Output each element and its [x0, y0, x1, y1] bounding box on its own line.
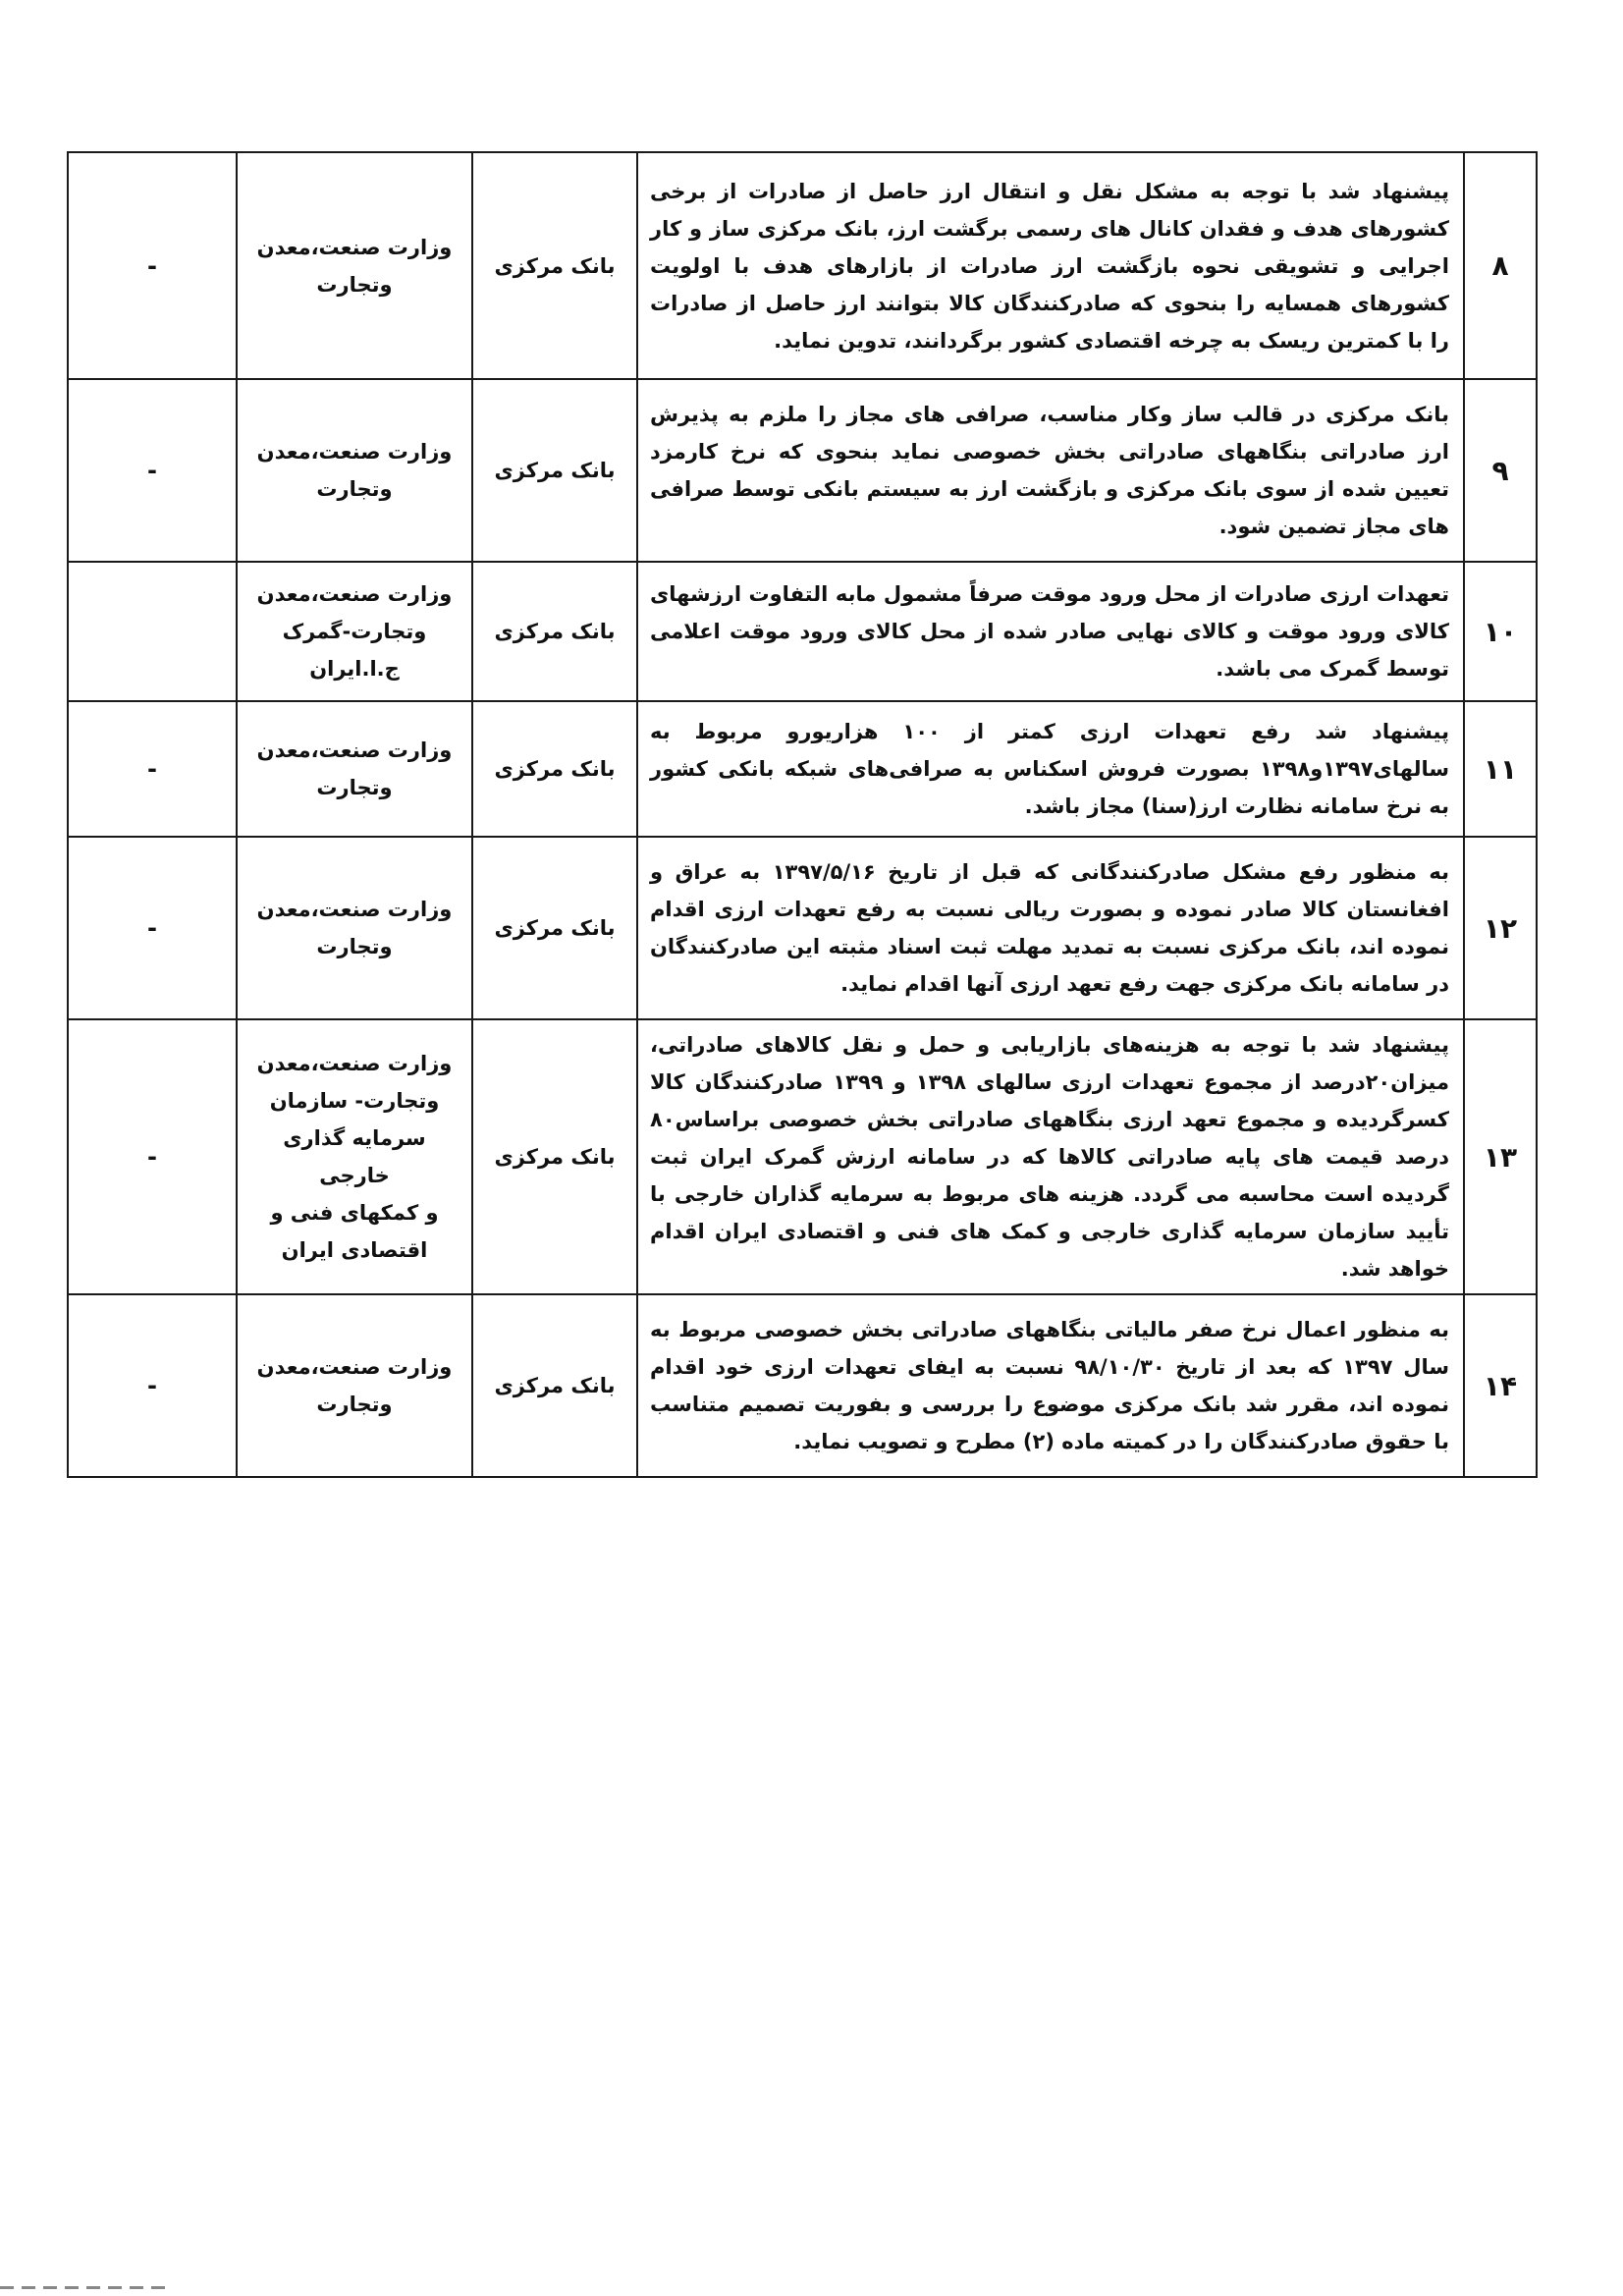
cooperating-line: وتجارت: [316, 1393, 393, 1416]
cooperating-line: وتجارت: [316, 776, 393, 799]
responsible-body: بانک مرکزی: [472, 701, 637, 837]
cooperating-line: وتجارت: [316, 477, 393, 501]
cooperating-line: وتجارت: [316, 935, 393, 958]
row-note: [68, 562, 237, 701]
cooperating-line: وزارت صنعت،معدن: [256, 738, 453, 762]
row-number: ۱۱: [1464, 701, 1537, 837]
cooperating-line: وزارت صنعت،معدن: [256, 898, 453, 921]
row-description: به منظور رفع مشکل صادرکنندگانی که قبل از تاریخ ۱۳۹۷/۵/۱۶ به عراق و افغانستان کالا صادر نموده و بصورت ریالی نسبت به رفع تعهدات ارزی اقدام نموده اند، بانک مرکزی نسبت به تمدید مهلت ثبت اسناد مثبته این صادرکنندگان در سامانه بانک مرکزی جهت رفع تعهد ارزی آنها اقدام نماید.: [637, 837, 1464, 1019]
row-note: -: [68, 152, 237, 379]
responsible-body: بانک مرکزی: [472, 562, 637, 701]
cooperating-line: وتجارت-گمرک: [282, 620, 427, 643]
table-row: [68, 701, 1537, 837]
row-number: ۱۲: [1464, 837, 1537, 1019]
row-description: بانک مرکزی در قالب ساز وکار مناسب، صرافی های مجاز را ملزم به پذیرش ارز صادراتی بنگاههای صادراتی بخش خصوصی نماید بنحوی که نرخ کارمزد تعیین شده از سوی بانک مرکزی و بازگشت ارز به سیستم بانکی توسط صرافی های مجاز تضمین شود.: [637, 379, 1464, 562]
row-description: به منظور اعمال نرخ صفر مالیاتی بنگاههای صادراتی بخش خصوصی مربوط به سال ۱۳۹۷ که بعد از تاریخ ۹۸/۱۰/۳۰ نسبت به ایفای تعهدات ارزی خود اقدام نموده اند، مقرر شد بانک مرکزی موضوع را بررسی و بفوریت تصمیم متناسب با حقوق صادرکنندگان را در کمیته ماده (۲) مطرح و تصویب نماید.: [637, 1294, 1464, 1477]
cooperating-line: وزارت صنعت،معدن: [256, 582, 453, 606]
row-note: -: [68, 379, 237, 562]
cooperating-bodies: [237, 701, 472, 837]
row-description: پیشنهاد شد رفع تعهدات ارزی کمتر از ۱۰۰ هزاریورو مربوط به سالهای۱۳۹۷و۱۳۹۸ بصورت فروش اسکناس به صرافی‌های شبکه بانکی کشور به نرخ سامانه نظارت ارز(سنا) مجاز باشد.: [637, 701, 1464, 837]
row-description: پیشنهاد شد با توجه به هزینه‌های بازاریابی و حمل و نقل کالاهای صادراتی، میزان۲۰درصد از مجموع تعهدات ارزی سالهای ۱۳۹۸ و ۱۳۹۹ صادرکنندگان کالا کسرگردیده و مجموع تعهد ارزی بنگاههای صادراتی بخش خصوصی براساس۸۰ درصد قیمت های پایه صادراتی کالاها که در سامانه ارزش گمرک ایران ثبت گردیده است محاسبه می گردد. هزینه های مربوط به سرمایه گذاران خارجی با تأیید سازمان سرمایه گذاری خارجی و کمک های فنی و اقتصادی ایران اقدام خواهد شد.: [637, 1019, 1464, 1294]
cooperating-bodies: [237, 837, 472, 1019]
row-number: ۹: [1464, 379, 1537, 562]
responsible-body: بانک مرکزی: [472, 379, 637, 562]
table-row: [68, 379, 1537, 562]
cooperating-line: سرمایه گذاری خارجی: [283, 1126, 426, 1187]
row-note: -: [68, 837, 237, 1019]
cooperating-line: وزارت صنعت،معدن: [256, 1355, 453, 1379]
row-note: -: [68, 701, 237, 837]
table-row: [68, 562, 1537, 701]
scan-edge-mark: [0, 2286, 167, 2289]
responsible-body: بانک مرکزی: [472, 152, 637, 379]
cooperating-line: وزارت صنعت،معدن: [256, 440, 453, 464]
row-number: ۸: [1464, 152, 1537, 379]
row-number: ۱۰: [1464, 562, 1537, 701]
cooperating-line: وزارت صنعت،معدن: [256, 1052, 453, 1075]
responsible-body: بانک مرکزی: [472, 1294, 637, 1477]
cooperating-bodies: [237, 1294, 472, 1477]
responsible-body: بانک مرکزی: [472, 1019, 637, 1294]
cooperating-line: و کمکهای فنی و: [270, 1201, 439, 1225]
cooperating-bodies: [237, 379, 472, 562]
resolutions-table: [67, 151, 1538, 1478]
cooperating-bodies: [237, 152, 472, 379]
cooperating-line: وزارت صنعت،معدن: [256, 235, 453, 259]
table-row: [68, 152, 1537, 379]
row-description: پیشنهاد شد با توجه به مشکل نقل و انتقال ارز حاصل از صادرات از برخی کشورهای هدف و فقدان کانال های رسمی برگشت ارز، بانک مرکزی ساز و کار اجرایی و تشویقی نحوه بازگشت ارز صادرات از بازارهای هدف با اولویت کشورهای همسایه را بنحوی که صادرکنندگان کالا بتوانند ارز حاصل از صادرات را با کمترین ریسک به چرخه اقتصادی کشور برگردانند، تدوین نماید.: [637, 152, 1464, 379]
row-note: -: [68, 1294, 237, 1477]
responsible-body: بانک مرکزی: [472, 837, 637, 1019]
table-row: [68, 1294, 1537, 1477]
cooperating-bodies: [237, 562, 472, 701]
row-number: ۱۴: [1464, 1294, 1537, 1477]
cooperating-bodies: [237, 1019, 472, 1294]
row-description: تعهدات ارزی صادرات از محل ورود موقت صرفاً مشمول مابه التفاوت ارزشهای کالای ورود موقت و کالای نهایی صادر شده از محل کالای ورود موقت اعلامی توسط گمرک می باشد.: [637, 562, 1464, 701]
cooperating-line: وتجارت: [316, 272, 393, 297]
row-note: -: [68, 1019, 237, 1294]
row-number: ۱۳: [1464, 1019, 1537, 1294]
cooperating-line: ج.ا.ایران: [309, 657, 400, 681]
cooperating-line: اقتصادی ایران: [281, 1238, 428, 1262]
cooperating-line: وتجارت- سازمان: [269, 1089, 440, 1113]
table-row: [68, 1019, 1537, 1294]
table-row: [68, 837, 1537, 1019]
